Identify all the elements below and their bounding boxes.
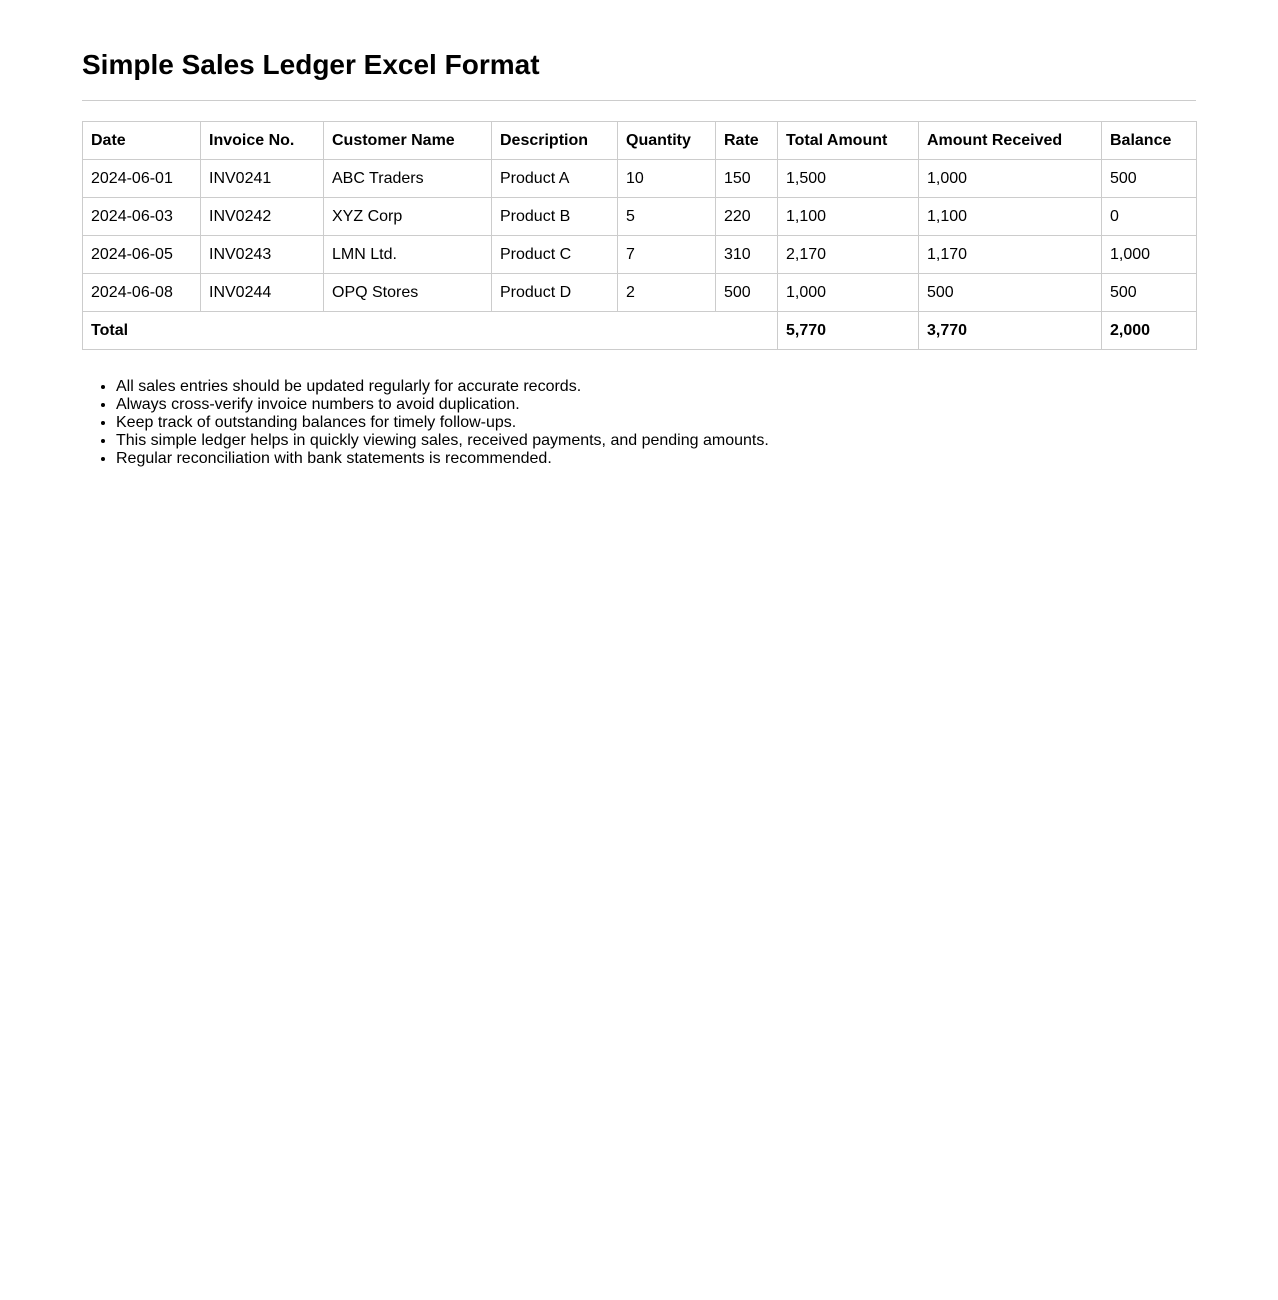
amount-received-cell: 1,000 [919,160,1102,198]
column-header: Quantity [618,122,716,160]
total-row [83,312,1197,350]
column-header: Total Amount [778,122,919,160]
rate-cell: 150 [716,160,778,198]
balance-cell: 500 [1102,160,1197,198]
table-header-row [83,122,1197,160]
amount-received-cell: 500 [919,274,1102,312]
total-label: Total [83,312,778,350]
balance-sum: 2,000 [1102,312,1197,350]
table-row [83,198,1197,236]
note-item: • Regular reconciliation with bank statements is recommended. [116,450,769,468]
amount-received-sum: 3,770 [919,312,1102,350]
customer-cell: XYZ Corp [324,198,492,236]
note-item: • Always cross-verify invoice numbers to avoid duplication. [116,396,769,414]
table-row [83,160,1197,198]
quantity-cell: 5 [618,198,716,236]
column-header: Amount Received [919,122,1102,160]
date-cell: 2024-06-03 [83,198,201,236]
invoice-cell: INV0244 [201,274,324,312]
column-header: Rate [716,122,778,160]
quantity-cell: 2 [618,274,716,312]
description-cell: Product A [492,160,618,198]
invoice-cell: INV0242 [201,198,324,236]
date-cell: 2024-06-05 [83,236,201,274]
column-header: Date [83,122,201,160]
note-item: • This simple ledger helps in quickly viewing sales, received payments, and pending amounts. [116,432,769,450]
amount-received-cell: 1,170 [919,236,1102,274]
page-title: Simple Sales Ledger Excel Format [82,49,540,80]
total-amount-cell: 1,500 [778,160,919,198]
date-cell: 2024-06-08 [83,274,201,312]
rate-cell: 310 [716,236,778,274]
table-row [83,236,1197,274]
total-amount-cell: 1,000 [778,274,919,312]
table-row [83,274,1197,312]
balance-cell: 0 [1102,198,1197,236]
total-amount-cell: 1,100 [778,198,919,236]
description-cell: Product D [492,274,618,312]
amount-received-cell: 1,100 [919,198,1102,236]
quantity-cell: 7 [618,236,716,274]
description-cell: Product B [492,198,618,236]
balance-cell: 500 [1102,274,1197,312]
total-amount-cell: 2,170 [778,236,919,274]
title-divider [82,100,1196,101]
column-header: Invoice No. [201,122,324,160]
invoice-cell: INV0241 [201,160,324,198]
total-amount-sum: 5,770 [778,312,919,350]
column-header: Balance [1102,122,1197,160]
column-header: Customer Name [324,122,492,160]
customer-cell: LMN Ltd. [324,236,492,274]
customer-cell: ABC Traders [324,160,492,198]
note-item: • All sales entries should be updated regularly for accurate records. [116,378,769,396]
balance-cell: 1,000 [1102,236,1197,274]
rate-cell: 220 [716,198,778,236]
note-item: • Keep track of outstanding balances for timely follow-ups. [116,414,769,432]
column-header: Description [492,122,618,160]
date-cell: 2024-06-01 [83,160,201,198]
rate-cell: 500 [716,274,778,312]
invoice-cell: INV0243 [201,236,324,274]
notes-list [82,378,769,468]
sales-ledger-table [82,121,1197,350]
description-cell: Product C [492,236,618,274]
quantity-cell: 10 [618,160,716,198]
customer-cell: OPQ Stores [324,274,492,312]
